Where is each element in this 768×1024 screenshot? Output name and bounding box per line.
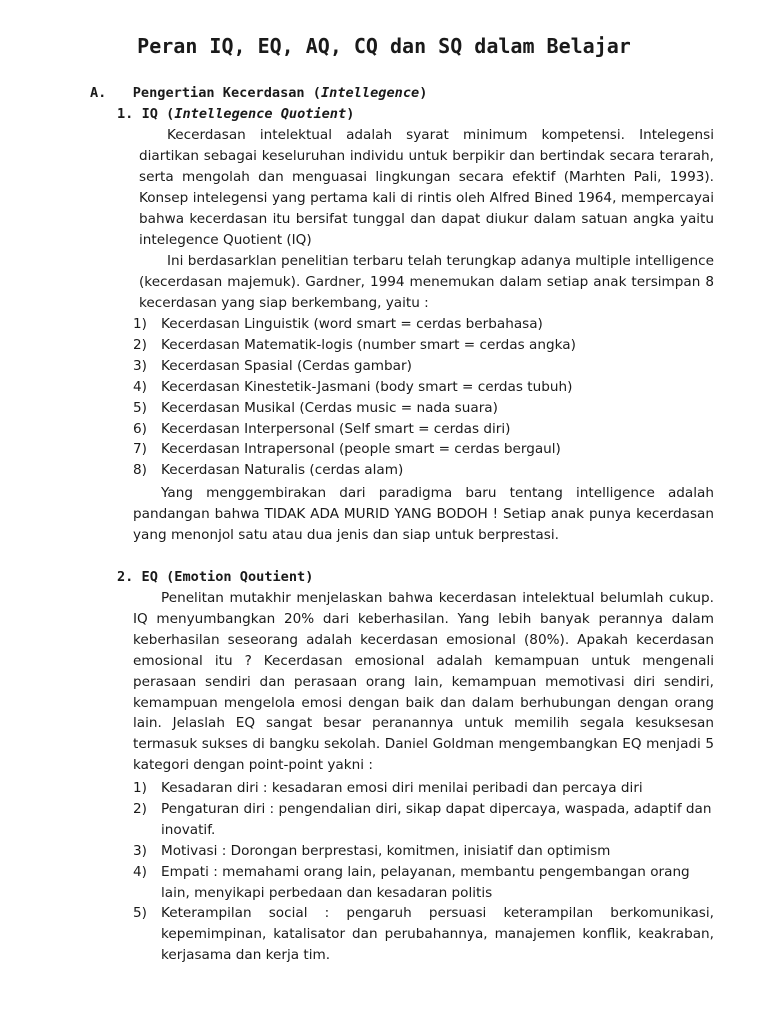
- list-item: 2) Kecerdasan Matematik-logis (number smart = cerdas angka): [133, 336, 576, 353]
- list-item: 4) Empati : memahami orang lain, pelayanan, membantu pengembangan orang lain, menyikapi perbedaan dan kesadaran politis: [133, 863, 690, 901]
- section-a-heading: [90, 83, 427, 104]
- list-item: 7) Kecerdasan Intrapersonal (people smart = cerdas bergaul): [133, 441, 561, 458]
- list-item: 1) Kesadaran diri : kesadaran emosi diri menilai peribadi dan percaya diri: [133, 780, 643, 796]
- list-item: 1) Kecerdasan Linguistik (word smart = cerdas berbahasa): [133, 316, 543, 332]
- eq-heading: 2. EQ (Emotion Qoutient): [117, 569, 314, 585]
- eq-paragraph-1: Penelitan mutakhir menjelaskan bahwa kecerdasan intelektual belumlah cukup. IQ menyumbangkan 20% dari keberhasilan. Yang lebih banyak perannya dalam keberhasilan seseorang adalah kecerdasan emosional (80%). Apakah kecerdasan emosional itu ? Kecerdasan emosional adalah kemampuan untuk mengenali perasaan sendiri dan perasaan orang lain, kemampuan memotivasi diri sendiri, kemampuan mengelola emosi dengan baik dan dalam berhubungan dengan orang lain. Jelaslah EQ sangat besar peranannya untuk memilih segala kesuksesan termasuk sukses di bangku sekolah. Daniel Goldman mengembangkan EQ menjadi 5 kategori dengan point-point yakni :: [133, 590, 714, 774]
- iq-intelligence-list: [133, 314, 714, 481]
- list-item: 2) Pengaturan diri : pengendalian diri, sikap dapat dipercaya, waspada, adaptif dan inovatif.: [133, 800, 712, 838]
- iq-paragraph-1: Kecerdasan intelektual adalah syarat minimum kompetensi. Intelegensi diartikan sebagai keseluruhan individu untuk berpikir dan bertindak secara terarah, serta mengolah dan menguasai lingkungan secara efektif (Marhten Pali, 1993). Konsep intelegensi yang pertama kali di rintis oleh Alfred Bined 1964, mempercayai bahwa kecerdasan itu bersifat tunggal dan dapat diukur dalam satuan angka yaitu intelegence Quotient (IQ): [139, 127, 714, 248]
- section-a-label-post: ): [419, 85, 428, 101]
- iq-paragraph-2: Ini berdasarklan penelitian terbaru telah terungkap adanya multiple intelligence (kecerdasan majemuk). Gardner, 1994 menemukan dalam setiap anak tersimpan 8 kecerdasan yang siap berkembang, yaitu :: [139, 253, 714, 311]
- list-item: 8) Kecerdasan Naturalis (cerdas alam): [133, 462, 404, 479]
- section-a-label-italic: Intellegence: [321, 85, 420, 101]
- iq-paragraph-3: Yang menggembirakan dari paradigma baru tentang intelligence adalah pandangan bahwa TIDAK ADA MURID YANG BODOH ! Setiap anak punya kecerdasan yang menonjol satu atau dua jenis dan siap untuk berprestasi.: [133, 485, 714, 543]
- iq-label-pre: IQ (: [141, 106, 175, 122]
- eq-category-list: [133, 778, 714, 966]
- list-item: 3) Motivasi : Dorongan berprestasi, komitmen, inisiatif dan optimism: [133, 842, 611, 859]
- list-item: 4) Kecerdasan Kinestetik-Jasmani (body smart = cerdas tubuh): [133, 378, 573, 395]
- list-item: 5) Keterampilan social : pengaruh persuasi keterampilan berkomunikasi, kepemimpinan, katalisator dan perubahannya, manajemen konflik, keakraban, kerjasama dan kerja tim.: [133, 905, 714, 964]
- list-item: 6) Kecerdasan Interpersonal (Self smart = cerdas diri): [133, 420, 511, 437]
- list-item: 5) Kecerdasan Musikal (Cerdas music = nada suara): [133, 399, 498, 416]
- iq-label-italic: Intellegence Quotient: [174, 106, 347, 122]
- iq-heading: [117, 104, 354, 125]
- section-a-label-pre: Pengertian Kecerdasan (: [132, 85, 321, 101]
- page-title: Peran IQ, EQ, AQ, CQ dan SQ dalam Belajar: [137, 34, 631, 58]
- list-item: 3) Kecerdasan Spasial (Cerdas gambar): [133, 357, 412, 374]
- iq-label-post: ): [346, 106, 355, 122]
- section-a-marker: A.: [90, 85, 107, 101]
- iq-marker: 1.: [117, 106, 134, 122]
